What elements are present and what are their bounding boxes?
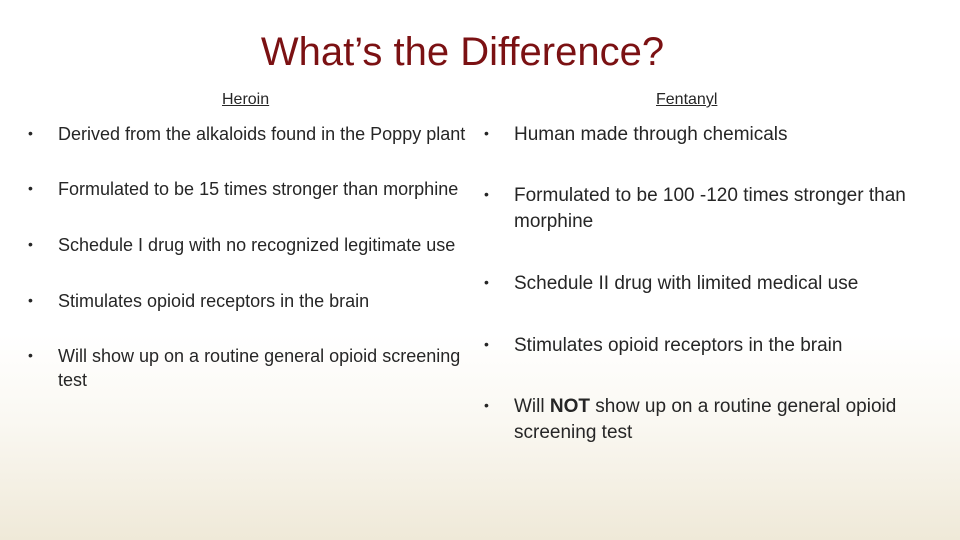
list-item — [28, 344, 483, 393]
screening-text-after: show up on a routine general opioid screening test — [514, 396, 897, 443]
bullet-icon: • — [484, 336, 489, 352]
list-item — [28, 122, 483, 146]
heroin-point-schedule: Schedule I drug with no recognized legitimate use — [58, 235, 456, 255]
fentanyl-point-screening — [514, 394, 954, 445]
heroin-point-screening: Will show up on a routine general opioid screening test — [58, 346, 461, 391]
list-item — [28, 177, 483, 201]
bullet-icon: • — [28, 125, 33, 141]
list-item — [28, 233, 483, 257]
bullet-icon: • — [28, 236, 33, 252]
list-item — [484, 271, 954, 297]
heroin-point-strength: Formulated to be 15 times stronger than morphine — [58, 179, 459, 199]
heroin-point-origin: Derived from the alkaloids found in the Poppy plant — [58, 124, 466, 144]
bullet-icon: • — [484, 274, 489, 290]
bullet-icon: • — [28, 180, 33, 196]
fentanyl-point-schedule: Schedule II drug with limited medical use — [514, 273, 859, 294]
list-item — [28, 289, 483, 313]
heroin-point-receptors: Stimulates opioid receptors in the brain — [58, 291, 370, 311]
bullet-icon: • — [484, 397, 489, 413]
fentanyl-point-strength: Formulated to be 100 -120 times stronger than morphine — [514, 185, 906, 232]
bullet-icon: • — [28, 292, 33, 308]
bullet-icon: • — [484, 125, 489, 141]
slide-title: What’s the Difference? — [260, 30, 665, 74]
list-item — [484, 183, 954, 234]
heroin-column-header: Heroin — [222, 91, 270, 108]
screening-text-before: Will — [514, 396, 550, 417]
fentanyl-point-origin: Human made through chemicals — [514, 124, 788, 145]
list-item — [484, 122, 954, 148]
list-item — [484, 394, 954, 445]
bullet-icon: • — [28, 347, 33, 363]
fentanyl-point-receptors: Stimulates opioid receptors in the brain — [514, 335, 843, 356]
fentanyl-column-header: Fentanyl — [656, 91, 718, 108]
list-item — [484, 333, 954, 359]
bullet-icon: • — [484, 186, 489, 202]
screening-emphasis: NOT — [549, 396, 590, 417]
